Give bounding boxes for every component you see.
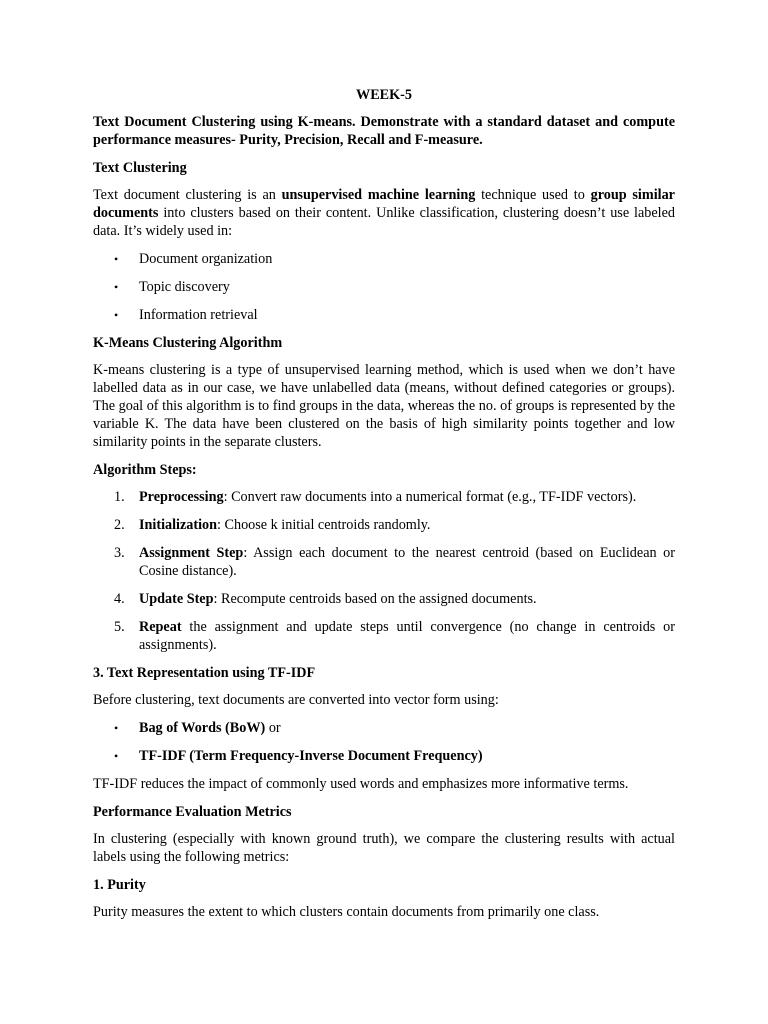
list-item <box>93 590 675 608</box>
step-number: 3. <box>114 545 125 561</box>
step-number: 1. <box>114 489 125 505</box>
intro-paragraph: Text Document Clustering using K-means. Demonstrate with a standard dataset and compute performance measures- Purity, Precision, Recall and F-measure. <box>93 114 675 148</box>
bullet-icon: • <box>114 721 119 735</box>
uses-list <box>93 250 675 324</box>
list-item <box>93 516 675 534</box>
tc-text-1: Text document clustering is an <box>93 187 282 203</box>
bullet-icon: • <box>114 280 119 294</box>
list-item <box>93 544 675 580</box>
list-item <box>93 488 675 506</box>
tfidf-closing-paragraph: TF-IDF reduces the impact of commonly used words and emphasizes more informative terms. <box>93 776 629 792</box>
step-term: Initialization <box>139 517 218 533</box>
tfidf-term: TF-IDF (Term Frequency-Inverse Document Frequency) <box>139 748 483 764</box>
list-item <box>93 747 675 765</box>
bullet-icon: • <box>114 252 119 266</box>
bullet-icon: • <box>114 749 119 763</box>
list-item <box>93 719 675 737</box>
list-item <box>93 306 675 324</box>
tc-bold-2: group similar documents <box>93 187 675 221</box>
step-text: : Convert raw documents into a numerical format (e.g., TF-IDF vectors). <box>223 489 637 505</box>
algorithm-steps-heading: Algorithm Steps: <box>93 462 197 478</box>
week-title: WEEK-5 <box>356 87 412 103</box>
tc-text-3: into clusters based on their content. Unlike classification, clustering doesn’t use labeled data. It’s widely used in: <box>93 205 675 239</box>
step-number: 4. <box>114 591 125 607</box>
algorithm-steps-list <box>93 488 675 654</box>
purity-paragraph: Purity measures the extent to which clusters contain documents from primarily one class. <box>93 904 600 920</box>
bow-term: Bag of Words (BoW) <box>139 720 266 736</box>
document-page <box>93 86 675 931</box>
purity-heading: 1. Purity <box>93 877 146 893</box>
list-item <box>93 278 675 296</box>
list-item-text: Information retrieval <box>139 307 258 323</box>
list-item <box>93 250 675 268</box>
step-term: Assignment Step <box>139 545 244 561</box>
step-text: : Assign each document to the nearest centroid (based on Euclidean or Cosine distance). <box>139 545 675 579</box>
tc-text-2: technique used to <box>475 187 591 203</box>
step-text: : Recompute centroids based on the assigned documents. <box>213 591 537 607</box>
metrics-paragraph: In clustering (especially with known ground truth), we compare the clustering results with actual labels using the following metrics: <box>93 831 675 865</box>
step-text: : Choose k initial centroids randomly. <box>217 517 431 533</box>
bow-suffix: or <box>265 720 281 736</box>
list-item-text: Document organization <box>139 251 273 267</box>
step-text: the assignment and update steps until convergence (no change in centroids or assignments). <box>139 619 675 653</box>
tfidf-heading: 3. Text Representation using TF-IDF <box>93 665 316 681</box>
metrics-heading: Performance Evaluation Metrics <box>93 804 292 820</box>
list-item-text: Topic discovery <box>139 279 230 295</box>
bullet-icon: • <box>114 308 119 322</box>
step-number: 5. <box>114 619 125 635</box>
text-clustering-paragraph <box>93 186 675 240</box>
kmeans-heading: K-Means Clustering Algorithm <box>93 335 283 351</box>
tfidf-paragraph: Before clustering, text documents are converted into vector form using: <box>93 692 499 708</box>
text-clustering-heading: Text Clustering <box>93 160 187 176</box>
kmeans-paragraph: K-means clustering is a type of unsupervised learning method, which is used when we don’t have labelled data as in our case, we have unlabelled data (means, without defined categories or groups). The goal of this algorithm is to find groups in the data, whereas the no. of groups is represented by the variable K. The data have been clustered on the basis of high similarity points together and low similarity points in the separate clusters. <box>93 362 675 450</box>
step-term: Repeat <box>139 619 182 635</box>
step-number: 2. <box>114 517 125 533</box>
step-term: Update Step <box>139 591 214 607</box>
step-term: Preprocessing <box>139 489 224 505</box>
tc-bold-1: unsupervised machine learning <box>281 187 476 203</box>
list-item <box>93 618 675 654</box>
representation-list <box>93 719 675 765</box>
